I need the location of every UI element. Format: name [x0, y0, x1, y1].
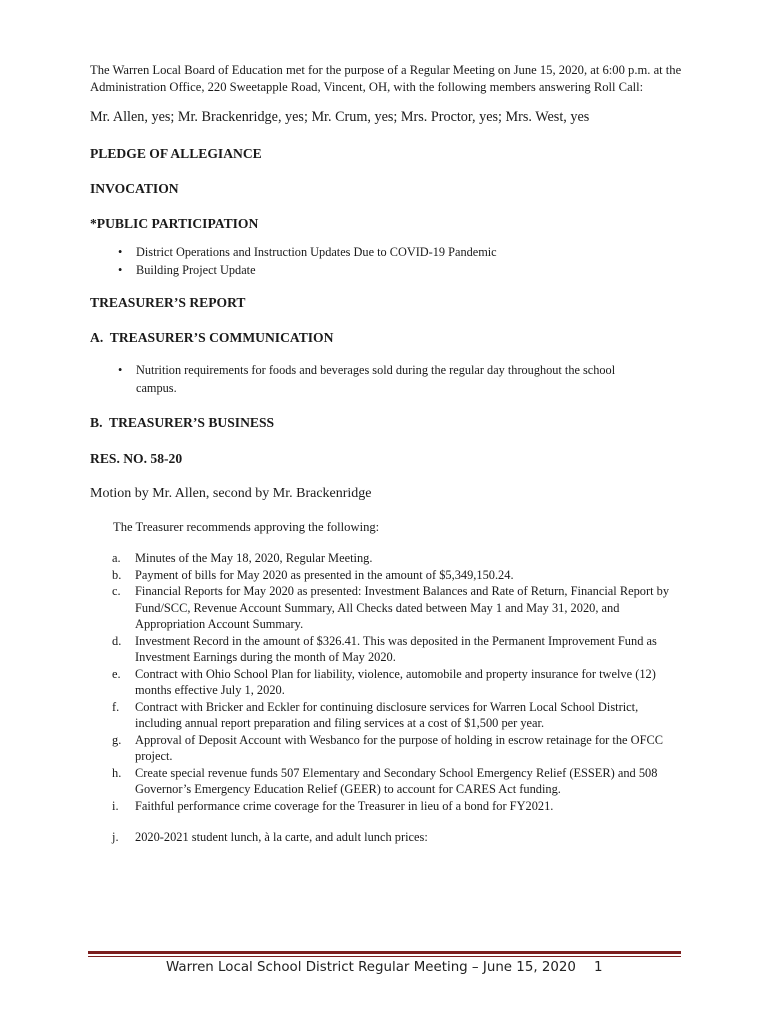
page-number: 1 — [594, 960, 603, 975]
communication-list — [90, 362, 650, 397]
bullet-icon: • — [118, 245, 123, 259]
list-item: j. 2020-2021 student lunch, à la carte, and adult lunch prices: — [112, 830, 428, 844]
heading-public-participation: *PUBLIC PARTICIPATION — [90, 216, 259, 231]
list-item: d. Investment Record in the amount of $326.41. This was deposited in the Permanent Improvement Fund as Investment Earnings during the month of May 2020. — [112, 633, 657, 664]
list-item: e. Contract with Ohio School Plan for liability, violence, automobile and property insurance for twelve (12) months effective July 1, 2020. — [112, 666, 656, 697]
list-item: i. Faithful performance crime coverage for the Treasurer in lieu of a bond for FY2021. — [112, 798, 554, 813]
approval-items-list — [90, 550, 680, 846]
footer-rule — [88, 951, 681, 957]
motion-text: Motion by Mr. Allen, second by Mr. Brackenridge — [90, 486, 372, 501]
list-item: a. Minutes of the May 18, 2020, Regular Meeting. — [112, 551, 373, 565]
heading-pledge: PLEDGE OF ALLEGIANCE — [90, 146, 262, 161]
footer-text: Warren Local School District Regular Meeting – June 15, 2020 — [166, 960, 576, 975]
list-item: g. Approval of Deposit Account with Wesbanco for the purpose of holding in escrow retainage for the OFCC project. — [112, 732, 664, 763]
bullet-icon: • — [118, 363, 123, 377]
list-item: c. Financial Reports for May 2020 as presented: Investment Balances and Rate of Return, Financial Report by Fund/SCC, Revenue Account Summary, All Checks dated between May 1 and May 31, 2020, and Appropriation Account Summary. — [112, 584, 670, 631]
list-item: f. Contract with Bricker and Eckler for continuing disclosure services for Warren Local School District, including annual report preparation and filing services at a cost of $1,500 per year. — [112, 699, 639, 730]
heading-resolution: RES. NO. 58-20 — [90, 451, 183, 466]
list-item: b. Payment of bills for May 2020 as presented in the amount of $5,349,150.24. — [112, 567, 514, 582]
heading-treasurers-business: B. TREASURER’S BUSINESS — [90, 415, 275, 430]
list-item: • Nutrition requirements for foods and beverages sold during the regular day throughout the school campus. — [118, 363, 616, 395]
roll-call: Mr. Allen, yes; Mr. Brackenridge, yes; Mr. Crum, yes; Mrs. Proctor, yes; Mrs. West, yes — [90, 109, 590, 125]
intro-paragraph: The Warren Local Board of Education met for the purpose of a Regular Meeting on June 15, 2020, at 6:00 p.m. at the Administration Office, 220 Sweetapple Road, Vincent, OH, with the following members answering Roll Call: — [90, 63, 682, 94]
public-participation-list — [90, 244, 690, 279]
list-item: • Building Project Update — [90, 262, 690, 280]
list-item: • District Operations and Instruction Updates Due to COVID-19 Pandemic — [90, 244, 690, 262]
recommend-text: The Treasurer recommends approving the following: — [113, 520, 380, 534]
heading-treasurers-communication: A. TREASURER’S COMMUNICATION — [90, 330, 334, 345]
list-item: h. Create special revenue funds 507 Elementary and Secondary School Emergency Relief (ESSER) and 508 Governor’s Emergency Education Relief (GEER) to account for CARES Act funding. — [112, 765, 658, 796]
document-body — [90, 62, 690, 846]
bullet-icon: • — [118, 262, 123, 277]
heading-treasurers-report: TREASURER’S REPORT — [90, 295, 246, 310]
heading-invocation: INVOCATION — [90, 181, 179, 196]
